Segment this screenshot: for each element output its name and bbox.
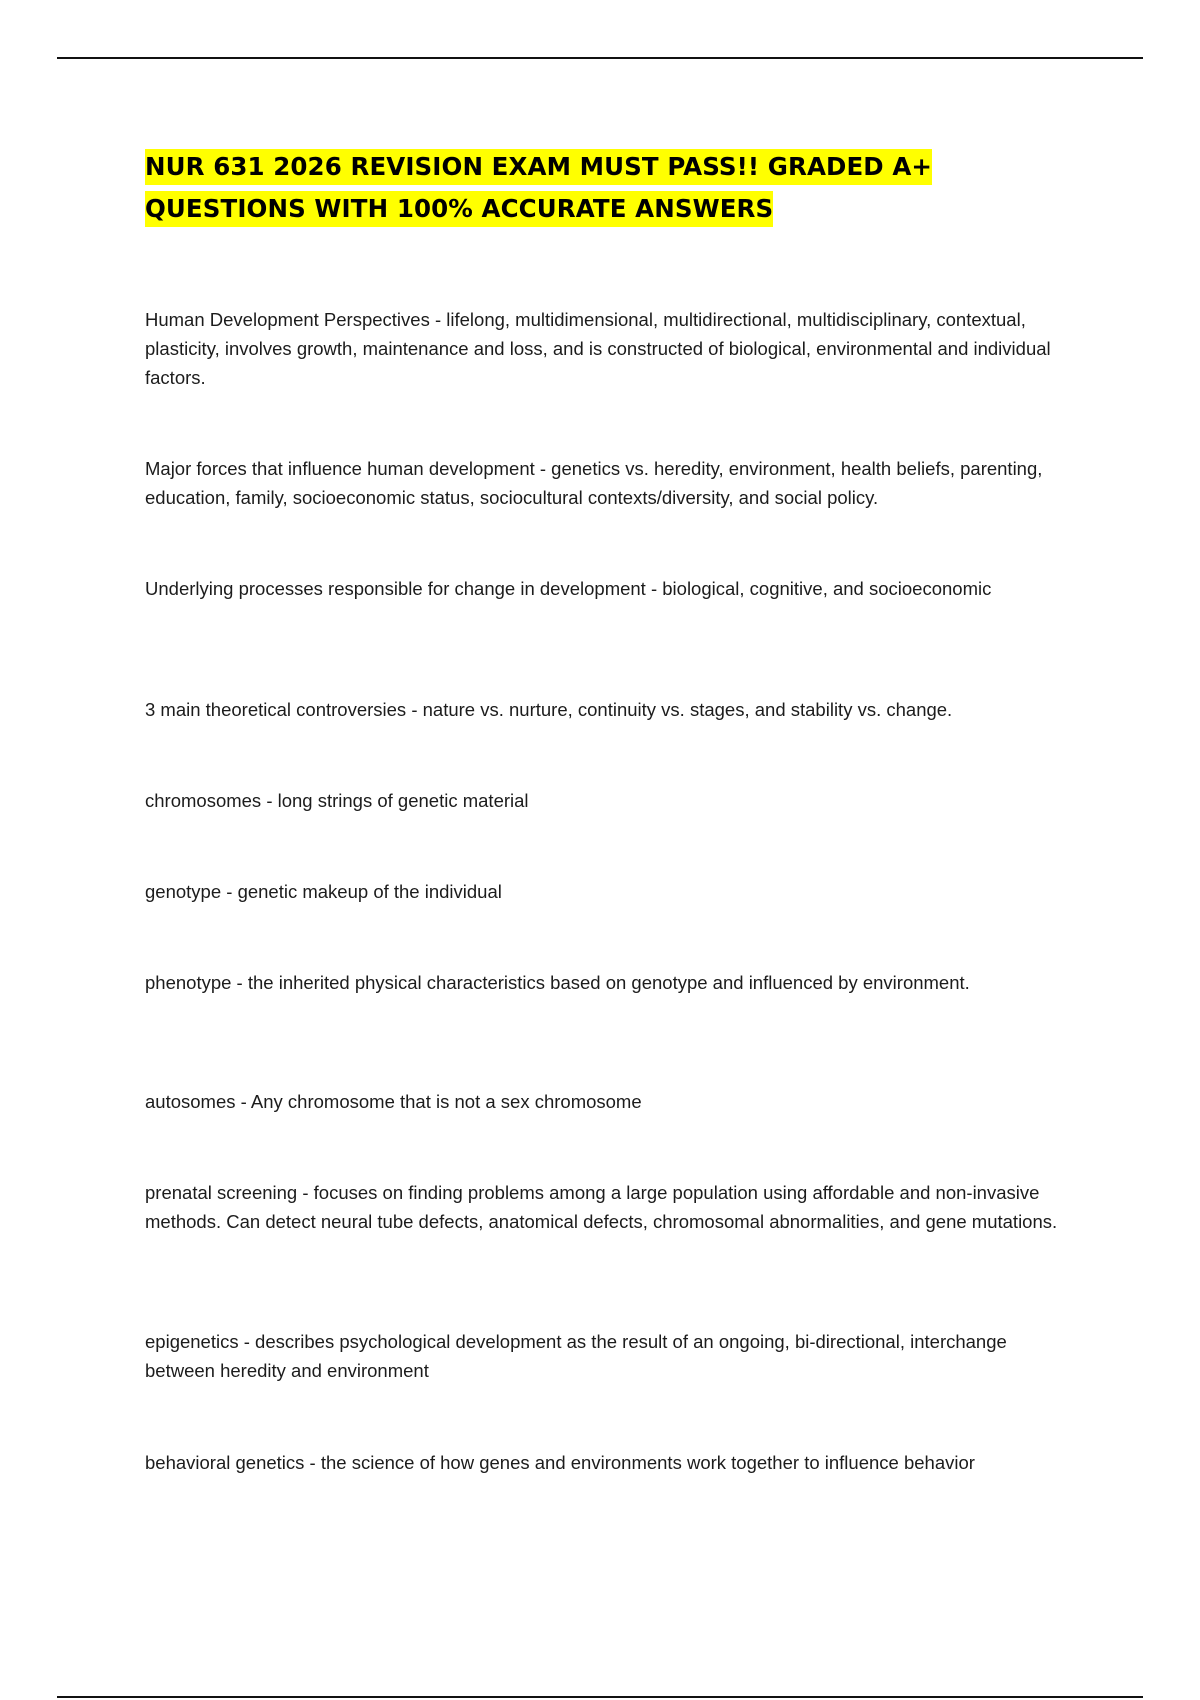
entry-major-forces: Major forces that influence human development - genetics vs. heredity, environment, health beliefs, parenting, education, family, socioeconomic status, sociocultural contexts/diversity, and social policy. [145,458,1043,508]
title-line-1: NUR 631 2026 REVISION EXAM MUST PASS!! GRADED A+ [145,149,932,185]
document-title [145,146,1075,230]
entry-chromosomes: chromosomes - long strings of genetic material [145,790,529,811]
entry-behavioral-genetics: behavioral genetics - the science of how genes and environments work together to influence behavior [145,1452,975,1473]
entry-theoretical-controversies: 3 main theoretical controversies - nature vs. nurture, continuity vs. stages, and stability vs. change. [145,699,953,720]
entry-phenotype: phenotype - the inherited physical characteristics based on genotype and influenced by environment. [145,972,970,993]
bottom-rule [57,1696,1143,1698]
entry-epigenetics: epigenetics - describes psychological development as the result of an ongoing, bi-directional, interchange between heredity and environment [145,1331,1007,1381]
entry-prenatal-screening: prenatal screening - focuses on finding problems among a large population using affordable and non-invasive methods. Can detect neural tube defects, anatomical defects, chromosomal abnormalities, and gene mutations. [145,1182,1058,1232]
top-rule [57,57,1143,59]
entry-human-development-perspectives: Human Development Perspectives - lifelong, multidimensional, multidirectional, multidisciplinary, contextual, plasticity, involves growth, maintenance and loss, and is constructed of biological, environmental and individual factors. [145,309,1051,388]
entry-autosomes: autosomes - Any chromosome that is not a sex chromosome [145,1091,642,1112]
entry-underlying-processes: Underlying processes responsible for change in development - biological, cognitive, and socioeconomic [145,578,992,599]
title-line-2: QUESTIONS WITH 100% ACCURATE ANSWERS [145,191,773,227]
entry-genotype: genotype - genetic makeup of the individual [145,881,502,902]
